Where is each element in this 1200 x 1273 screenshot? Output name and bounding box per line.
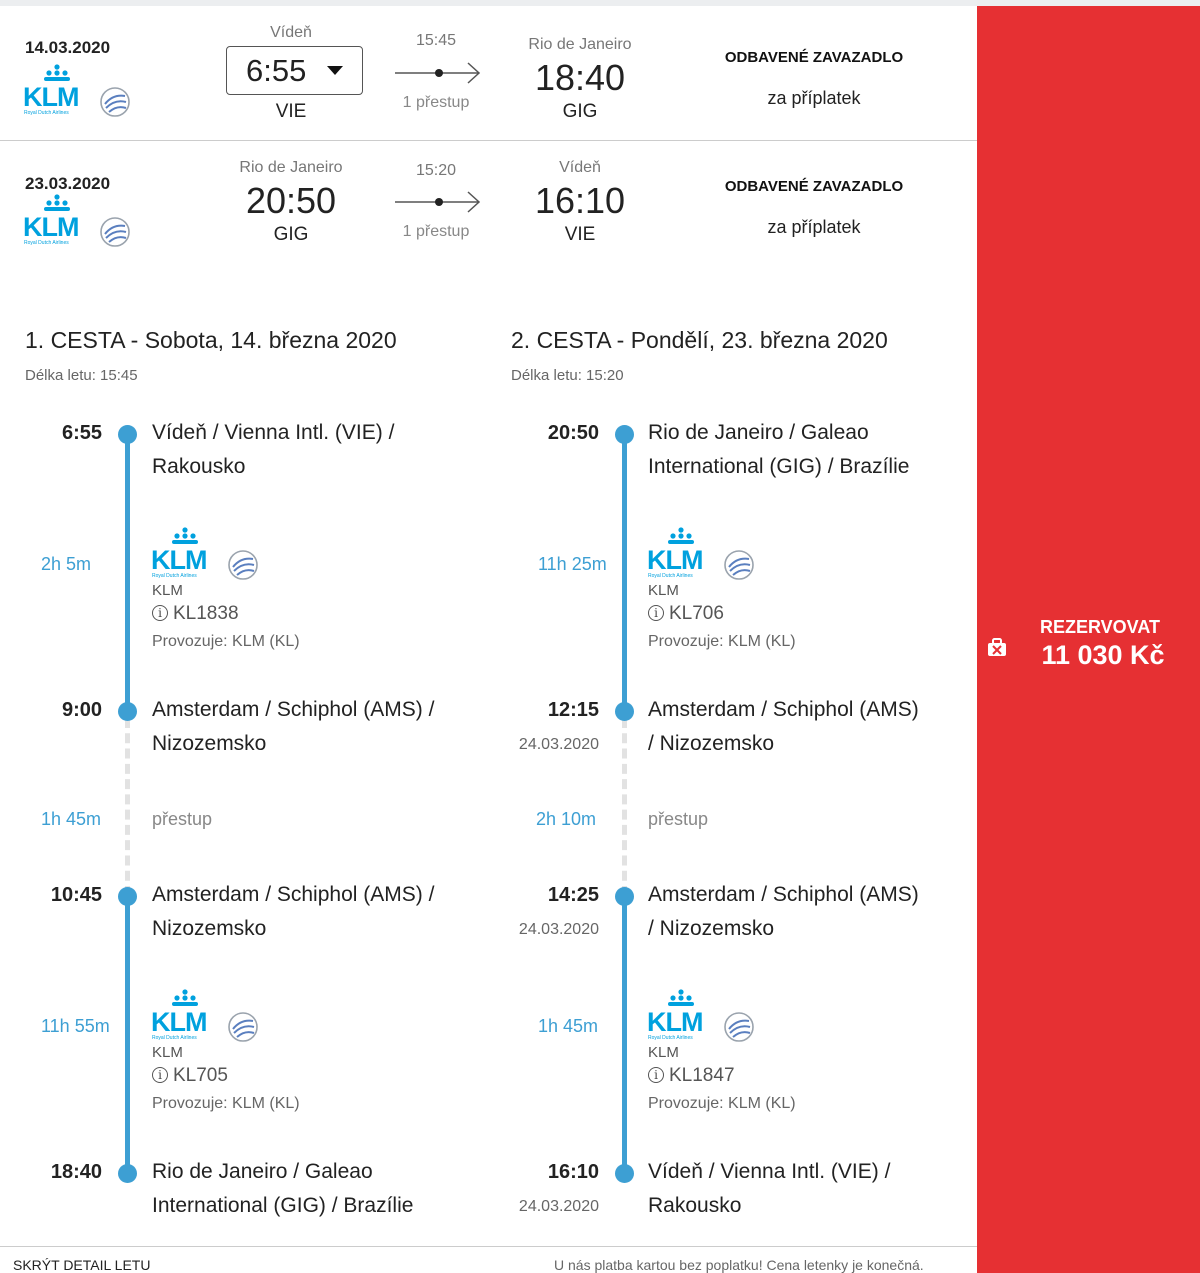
info-icon[interactable]: i [648,1067,664,1083]
departure-time-value: 6:55 [246,53,307,88]
leg2-seg2-dep-time: 14:25 [547,884,599,906]
outbound-baggage-label: ODBAVENÉ ZAVAZADLO [724,49,904,66]
leg2-seg2-duration: 1h 45m [538,1016,599,1036]
leg1-seg1-timeline [125,434,130,710]
leg2-seg2-timeline [622,896,627,1174]
leg1-seg1-flight[interactable] [152,603,239,625]
leg1-seg2-flight[interactable] [152,1065,228,1087]
leg2-seg1-dep-place [648,416,909,484]
place-line: International (GIG) / Brazílie [152,1194,414,1217]
leg1-seg1-airline: KLM [152,582,183,599]
leg2-seg1-timeline [622,434,627,710]
outbound-summary-row[interactable] [0,6,977,141]
place-line: / Nizozemsko [648,917,775,940]
leg1-seg2-arr-place [152,1155,413,1223]
timeline-dot [118,702,137,721]
outbound-from-city: Vídeň [270,24,312,41]
leg1-seg2-airline: KLM [152,1044,183,1061]
inbound-date: 23.03.2020 [25,174,111,193]
flight-number: KL705 [173,1065,228,1086]
place-line: Vídeň / Vienna Intl. (VIE) / [152,421,395,444]
leg2-seg1-arr-place [648,693,919,761]
leg2-transfer-duration: 2h 10m [536,809,597,829]
place-line: / Nizozemsko [648,732,775,755]
outbound-from-code: VIE [275,101,307,122]
leg1-seg1-dep-place [152,416,394,484]
leg1-seg1-arr-time: 9:00 [61,699,102,721]
info-icon[interactable]: i [648,605,664,621]
hide-flight-detail-link[interactable]: SKRÝT DETAIL LETU [13,1257,151,1273]
klm-logo [647,989,757,1045]
inbound-stops: 1 přestup [402,223,470,240]
timeline-dot [615,425,634,444]
departure-time-select[interactable] [226,46,363,95]
leg2-seg1-operated-by: Provozuje: KLM (KL) [648,633,796,650]
arrow-right-icon [395,191,483,213]
leg2-seg1-dep-time: 20:50 [547,422,599,444]
outbound-baggage-note: za příplatek [767,88,861,108]
leg2-seg1-duration: 11h 25m [538,554,607,574]
leg1-transfer-timeline [125,718,130,896]
place-line: International (GIG) / Brazílie [648,455,910,478]
klm-logo [151,989,261,1045]
leg2-seg2-arr-place [648,1155,890,1223]
place-line: Vídeň / Vienna Intl. (VIE) / [648,1160,891,1183]
leg1-seg1-duration: 2h 5m [41,554,92,574]
place-line: Rio de Janeiro / Galeao [152,1160,373,1183]
inbound-from-city: Rio de Janeiro [239,159,343,176]
inbound-summary-row[interactable] [0,142,977,277]
inbound-to-code: VIE [564,224,596,245]
leg2-seg2-flight[interactable] [648,1065,735,1087]
chevron-down-icon [327,66,343,75]
leg2-seg2-operated-by: Provozuje: KLM (KL) [648,1095,796,1112]
place-line: Amsterdam / Schiphol (AMS) / [152,698,435,721]
timeline-dot [615,1164,634,1183]
baggage-icon [986,638,1008,658]
flight-number: KL1838 [173,603,239,624]
leg1-transfer-label: přestup [152,809,213,829]
leg1-seg2-dep-place [152,878,434,946]
outbound-duration: 15:45 [415,32,457,49]
outbound-to-city: Rio de Janeiro [528,36,632,53]
klm-logo [647,527,757,583]
leg2-seg1-arr-date: 24.03.2020 [518,736,599,753]
leg2-title: 2. CESTA - Pondělí, 23. března 2020 [511,327,888,353]
inbound-from-code: GIG [273,224,309,245]
arrow-right-icon [395,62,483,84]
outbound-date: 14.03.2020 [25,38,111,57]
timeline-dot [615,887,634,906]
place-line: Rakousko [152,455,246,478]
book-button-label: REZERVOVAT [1039,617,1160,637]
leg1-seg2-operated-by: Provozuje: KLM (KL) [152,1095,300,1112]
place-line: Nizozemsko [152,917,267,940]
leg2-transfer-label: přestup [648,809,709,829]
leg1-title: 1. CESTA - Sobota, 14. března 2020 [25,327,397,353]
timeline-dot [118,1164,137,1183]
outbound-stops: 1 přestup [402,94,470,111]
leg2-seg2-dep-place [648,878,919,946]
place-line: Nizozemsko [152,732,267,755]
book-button-price: 11 030 Kč [1041,640,1165,670]
outbound-arrival-time: 18:40 [534,57,626,98]
leg2-seg2-arr-date: 24.03.2020 [518,1198,599,1215]
timeline-dot [118,425,137,444]
klm-logo [23,194,133,250]
klm-logo [151,527,261,583]
leg1-seg1-operated-by: Provozuje: KLM (KL) [152,633,300,650]
place-line: Amsterdam / Schiphol (AMS) / [152,883,435,906]
leg2-seg1-arr-time: 12:15 [547,699,599,721]
place-line: Rio de Janeiro / Galeao [648,421,869,444]
inbound-departure-time: 20:50 [245,180,337,221]
leg1-seg2-duration: 11h 55m [41,1016,110,1036]
timeline-dot [118,887,137,906]
outbound-to-code: GIG [562,101,598,122]
footer-divider [0,1246,977,1247]
place-line: Rakousko [648,1194,742,1217]
leg2-seg2-airline: KLM [648,1044,679,1061]
payment-note: U nás platba kartou bez poplatku! Cena letenky je konečná. [554,1257,924,1273]
flight-number: KL706 [669,603,724,624]
flight-card [0,6,977,1273]
leg1-seg2-arr-time: 18:40 [50,1161,102,1183]
leg2-seg2-dep-date: 24.03.2020 [518,921,599,938]
flight-number: KL1847 [669,1065,735,1086]
inbound-arrival-time: 16:10 [534,180,626,221]
leg1-seg2-timeline [125,896,130,1174]
inbound-baggage-note: za příplatek [767,217,861,237]
leg2-seg2-arr-time: 16:10 [547,1161,599,1183]
leg2-transfer-timeline [622,718,627,896]
leg1-seg1-arr-place [152,693,434,761]
inbound-to-city: Vídeň [559,159,601,176]
info-icon[interactable]: i [152,605,168,621]
place-line: Amsterdam / Schiphol (AMS) [648,698,919,721]
leg2-seg1-airline: KLM [648,582,679,599]
place-line: Amsterdam / Schiphol (AMS) [648,883,919,906]
timeline-dot [615,702,634,721]
inbound-duration: 15:20 [415,162,457,179]
leg1-duration: Délka letu: 15:45 [25,367,138,384]
leg1-seg1-dep-time: 6:55 [61,422,102,444]
klm-logo [23,64,133,120]
info-icon[interactable]: i [152,1067,168,1083]
leg2-duration: Délka letu: 15:20 [511,367,624,384]
leg1-seg2-dep-time: 10:45 [50,884,102,906]
leg2-seg1-flight[interactable] [648,603,724,625]
inbound-baggage-label: ODBAVENÉ ZAVAZADLO [724,178,904,195]
leg1-transfer-duration: 1h 45m [41,809,102,829]
